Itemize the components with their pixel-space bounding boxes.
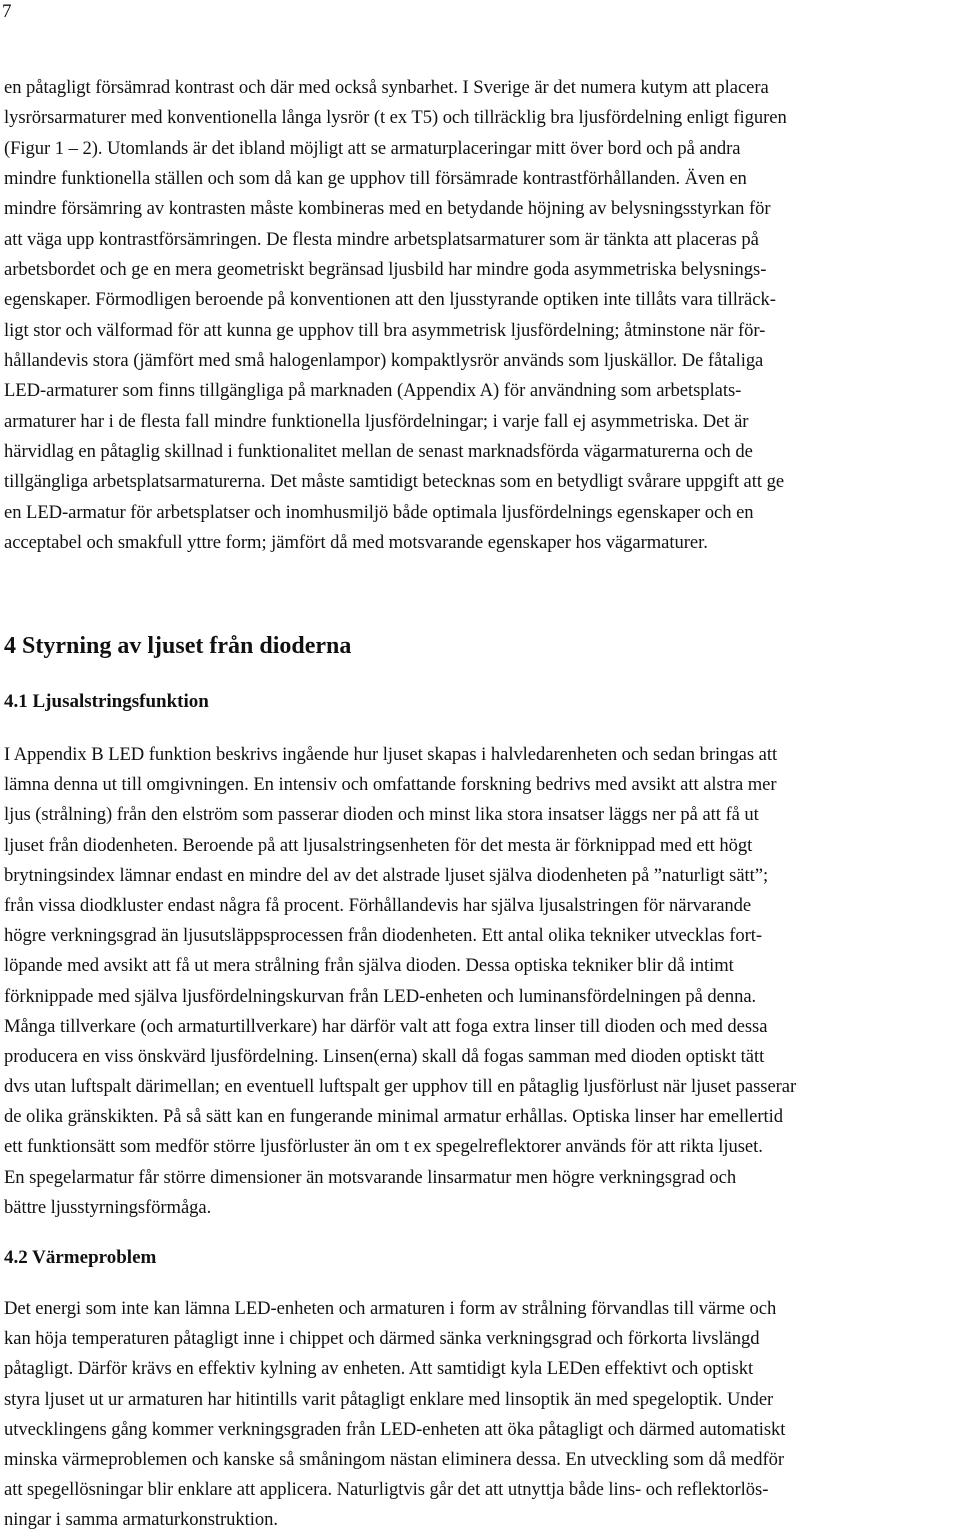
text-line: från vissa diodkluster endast några få procent. Förhållandevis har själva ljusalstringen för närvarande: [4, 894, 752, 916]
text-line: ett funktionsätt som medför större ljusförluster än om t ex spegelreflektorer används för att rikta ljuset.: [4, 1136, 763, 1158]
subsection-heading: 4.1 Ljusalstringsfunktion: [4, 691, 209, 712]
text-line: hållandevis stora (jämfört med små halogenlampor) kompaktlysrör används som ljuskällor. De fåtaliga: [4, 350, 764, 372]
text-line: en LED-armatur för arbetsplatser och inomhusmiljö både optimala ljusfördelnings egenskaper och en: [4, 501, 754, 523]
text-line: arbetsbordet och ge en mera geometriskt begränsad ljusbild har mindre goda asymmetriska belysnings-: [4, 259, 767, 281]
text-line: ligt stor och välformad för att kunna ge upphov till bra asymmetrisk ljusfördelning; åtminstone när för-: [4, 319, 766, 341]
paragraph-intro: [4, 73, 956, 559]
text-line: styra ljuset ut ur armaturen har hitintills varit påtagligt enklare med linsoptik än med spegeloptik. Under: [4, 1388, 774, 1410]
text-line: tillgängliga arbetsplatsarmaturerna. Det måste samtidigt betecknas som en betydligt svårare uppgift att ge: [4, 471, 785, 493]
text-line: härvidlag en påtaglig skillnad i funktionalitet mellan de senast marknadsförda vägarmaturerna och de: [4, 441, 753, 463]
text-line: LED-armaturer som finns tillgängliga på marknaden (Appendix A) för användning som arbetsplats-: [4, 380, 742, 402]
text-line: lämna denna ut till omgivningen. En intensiv och omfattande forskning bedrivs med avsikt att alstra mer: [4, 774, 777, 796]
text-line: producera en viss önskvärd ljusfördelning. Linsen(erna) skall då fogas samman med dioden optiskt tätt: [4, 1045, 765, 1067]
text-line: ljus (strålning) från den elström som passerar dioden och minst lika stora insatser läggs ner på att få ut: [4, 804, 759, 826]
text-line: utvecklingens gång kommer verkningsgraden från LED-enheten att öka påtagligt och därmed automatiskt: [4, 1418, 786, 1440]
text-line: dvs utan luftspalt därimellan; en eventuell luftspalt ger upphov till en påtaglig ljusförlust när ljuset passerar: [4, 1076, 797, 1098]
text-line: I Appendix B LED funktion beskrivs ingående hur ljuset skapas i halvledarenheten och sedan bringas att: [4, 744, 778, 765]
text-line: lysrörsarmaturer med konventionella långa lysrör (t ex T5) och tillräcklig bra ljusfördelning enligt figuren: [4, 107, 787, 129]
subsection-heading: 4.2 Värmeproblem: [4, 1247, 157, 1268]
text-line: förknippade med själva ljusfördelningskurvan från LED-enheten och luminansfördelningen på denna.: [4, 985, 757, 1007]
page-number: 7: [2, 1, 12, 22]
text-line: att väga upp kontrastförsämringen. De flesta mindre arbetsplatsarmaturer som är tänkta att placeras på: [4, 228, 759, 250]
text-line: Det energi som inte kan lämna LED-enheten och armaturen i form av strålning förvandlas till värme och: [4, 1298, 777, 1319]
text-line: mindre funktionella ställen och som då kan ge upphov till försämrade kontrastförhållanden. Även en: [4, 168, 747, 190]
text-line: att spegellösningar blir enklare att applicera. Naturligtvis går det att utnyttja både lins- och reflektorlös-: [4, 1479, 769, 1501]
text-line: de olika gränskikten. På så sätt kan en fungerande minimal armatur erhållas. Optiska linser har emellertid: [4, 1106, 783, 1128]
text-line: en påtagligt försämrad kontrast och där med också synbarhet. I Sverige är det numera kutym att placera: [4, 77, 769, 98]
text-line: ningar i samma armaturkonstruktion.: [4, 1509, 278, 1531]
text-line: kan höja temperaturen påtagligt inne i chippet och därmed sänka verkningsgrad och förkorta livslängd: [4, 1328, 760, 1350]
text-line: En spegelarmatur får större dimensioner än motsvarande linsarmatur men högre verkningsgrad och: [4, 1166, 737, 1188]
text-line: löpande med avsikt att få ut mera strålning från själva dioden. Dessa optiska tekniker blir då intimt: [4, 955, 734, 977]
text-line: bättre ljusstyrningsförmåga.: [4, 1196, 212, 1218]
paragraph-light-generation: [4, 740, 956, 1223]
section-heading: 4 Styrning av ljuset från dioderna: [4, 633, 352, 659]
text-line: minska värmeproblemen och kanske så småningom nästan eliminera dessa. En utveckling som då medför: [4, 1448, 785, 1470]
text-line: ljuset från diodenheten. Beroende på att ljusalstringsenheten för det mesta är förknippad med ett högt: [4, 834, 753, 856]
text-line: mindre försämring av kontrasten måste kombineras med en betydande höjning av belysningsstyrkan för: [4, 198, 771, 220]
text-line: (Figur 1 – 2). Utomlands är det ibland möjligt att se armaturplaceringar mitt över bord och på andra: [4, 137, 741, 159]
text-line: egenskaper. Förmodligen beroende på konventionen att den ljusstyrande optiken inte tillåts vara tillräck-: [4, 289, 776, 311]
text-line: Många tillverkare (och armaturtillverkare) har därför valt att foga extra linser till dioden och med dessa: [4, 1015, 768, 1037]
text-line: påtagligt. Därför krävs en effektiv kylning av enheten. Att samtidigt kyla LEDen effektivt och optiskt: [4, 1358, 754, 1380]
text-line: brytningsindex lämnar endast en mindre del av det alstrade ljuset själva diodenheten på ”naturligt sätt”;: [4, 864, 769, 886]
text-line: acceptabel och smakfull yttre form; jämfört då med motsvarande egenskaper hos vägarmaturer.: [4, 532, 708, 554]
text-line: högre verkningsgrad än ljusutsläppsprocessen från diodenheten. Ett antal olika tekniker utvecklas fort-: [4, 925, 762, 947]
text-line: armaturer har i de flesta fall mindre funktionella ljusfördelningar; i varje fall ej asymmetriska. Det är: [4, 410, 749, 432]
paragraph-heat-problem: [4, 1294, 956, 1536]
